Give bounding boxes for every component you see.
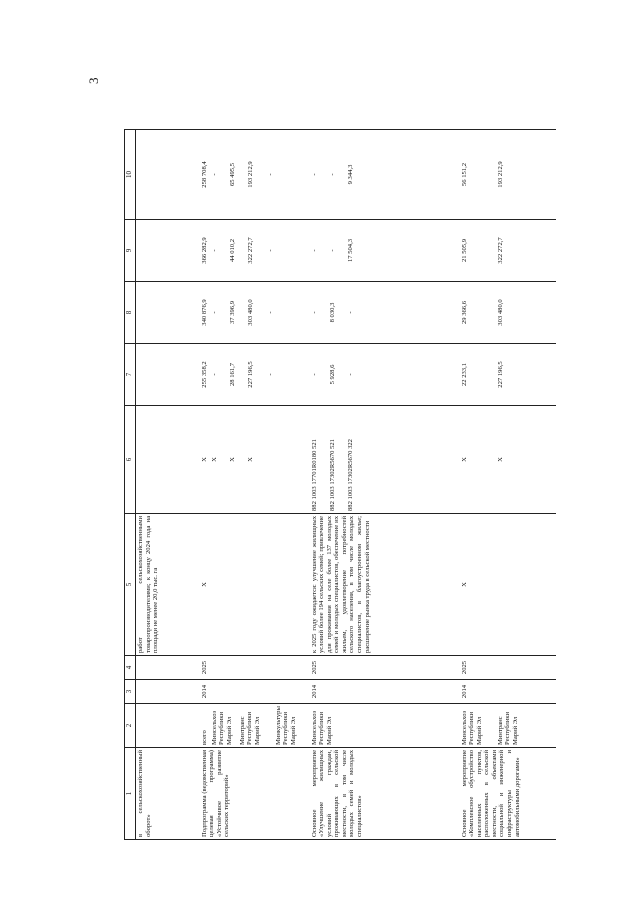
- amount-cell: - - 17 504,3: [310, 220, 460, 282]
- executor: всего: [200, 730, 208, 745]
- column-number: 3: [125, 680, 136, 704]
- table-row: Основное мероприятие «Комплексное обустройство населенных пунктов, расположенных в сельской местности, объектами социальной и инженерной инфраструктуры и автомобильными дорогами» Минсельхоз Республики Марий Эл Минтранс Республики Марий Эл 2014 2025 X X X 22 233,1 227 196,5 29 366,6 303 480,0 21 505,9 322 272,7 56 151,2 193 212,9: [460, 130, 556, 840]
- amount-cell: - 5 928,6 -: [310, 344, 460, 406]
- amount-cell: 340 876,9 - 37 396,9 303 480,0 -: [200, 282, 310, 344]
- executor: Минсельхоз Республики Марий Эл: [460, 710, 483, 745]
- executors-cell: [460, 704, 556, 748]
- amount-cell: 56 151,2 193 212,9: [460, 130, 556, 220]
- amount-cell: 255 358,2 - 28 161,7 227 196,5 -: [200, 344, 310, 406]
- amount-cell: - 8 030,3 -: [310, 282, 460, 344]
- budget-code-cell: 882 1003 17701R0180 521 882 1003 17302R5670 521 882 1003 17302R5670 322: [310, 406, 460, 514]
- executor: Минсельхоз Республики Марий Эл: [210, 710, 233, 745]
- column-number: 2: [125, 704, 136, 748]
- expected-result: работ сельскохозяйственными товаропроизводителями; к концу 2024 года на площади не менее 20,0 тыс. га: [136, 514, 200, 656]
- amount-cell: - - 9 344,3: [310, 130, 460, 220]
- row-title: Основное мероприятие «Улучшение жилищных условий граждан, проживающих в сельской местности, в том числе молодых семей и молодых специалистов»: [310, 748, 460, 840]
- program-table: [124, 129, 556, 840]
- row-title: в сельскохозяйственный оборот»: [136, 748, 200, 840]
- executor: Минтранс Республики Марий Эл: [496, 711, 519, 745]
- column-number: 9: [125, 220, 136, 282]
- executors-cell: [200, 704, 310, 748]
- table-row: Основное мероприятие «Улучшение жилищных условий граждан, проживающих в сельской местности, в том числе молодых семей и молодых специалистов» Минсельхоз Республики Марий Эл 2014 2025 к 2025 году ожидается: улучшение жилищных условий более 194 сельских семей; привлечение для проживания на селе более 137 молодых семей и молодых специалистов, обеспечение их жильем, удовлетворение потребностей сельского населения, в том числе молодых специалистов, в благоустроенном жилье; расширение рынка труда в сельской местности 882 1003 17701R0180 521 882 1003 17302R5670 521 882 1003 17302R5670 322 - 5 928,6 - - 8 030,3 - - - 17 504,3 - - 9 344,3: [310, 130, 460, 840]
- amount-cell: 29 366,6 303 480,0: [460, 282, 556, 344]
- rotated-table-wrapper: [124, 130, 546, 840]
- row-title: Подпрограмма (ведомственная целевая программа) «Устойчивое развитие сельских территорий»: [200, 748, 310, 840]
- column-number: 1: [125, 748, 136, 840]
- table-row: [136, 130, 200, 840]
- table-row: Подпрограмма (ведомственная целевая программа) «Устойчивое развитие сельских территорий» всего Минсельхоз Республики Марий Эл Минтранс Республики Марий Эл Минкультуры Республики Марий Эл 2014 2025 X X X X X 255 358,2 - 28 161,7 227 196,5 - 340 876,9 - 37 396,9 303 480,0 - 366 282,9 - 44 010,2 322 272,7 - 258 708,4 - 65 495,5 193 212,9 -: [200, 130, 310, 840]
- column-number: 6: [125, 406, 136, 514]
- column-number: 10: [125, 130, 136, 220]
- executor: Минсельхоз Республики Марий Эл: [310, 704, 460, 748]
- expected-result: к 2025 году ожидается: улучшение жилищных условий более 194 сельских семей; привлечение для проживания на селе более 137 молодых семей и молодых специалистов, обеспечение их жильем, удовлетворение потребностей сельского населения, в том числе молодых специалистов, в благоустроенном жилье; расширение рынка труда в сельской местности: [310, 514, 460, 656]
- column-number: 5: [125, 514, 136, 656]
- amount-cell: 21 505,9 322 272,7: [460, 220, 556, 282]
- column-number: 4: [125, 656, 136, 680]
- row-title: Основное мероприятие «Комплексное обустройство населенных пунктов, расположенных в сельской местности, объектами социальной и инженерной инфраструктуры и автомобильными дорогами»: [460, 748, 556, 840]
- column-number: 7: [125, 344, 136, 406]
- executor: Минтранс Республики Марий Эл: [238, 711, 261, 745]
- page-number: 3: [86, 77, 101, 84]
- budget-code-cell: X X: [460, 406, 556, 514]
- amount-cell: 258 708,4 - 65 495,5 193 212,9 -: [200, 130, 310, 220]
- amount-cell: 22 233,1 227 196,5: [460, 344, 556, 406]
- amount-cell: 366 282,9 - 44 010,2 322 272,7 -: [200, 220, 310, 282]
- column-number: 8: [125, 282, 136, 344]
- column-number-row: [125, 130, 136, 840]
- budget-code-cell: X X X X: [200, 406, 310, 514]
- executor: Минкультуры Республики Марий Эл: [274, 706, 297, 745]
